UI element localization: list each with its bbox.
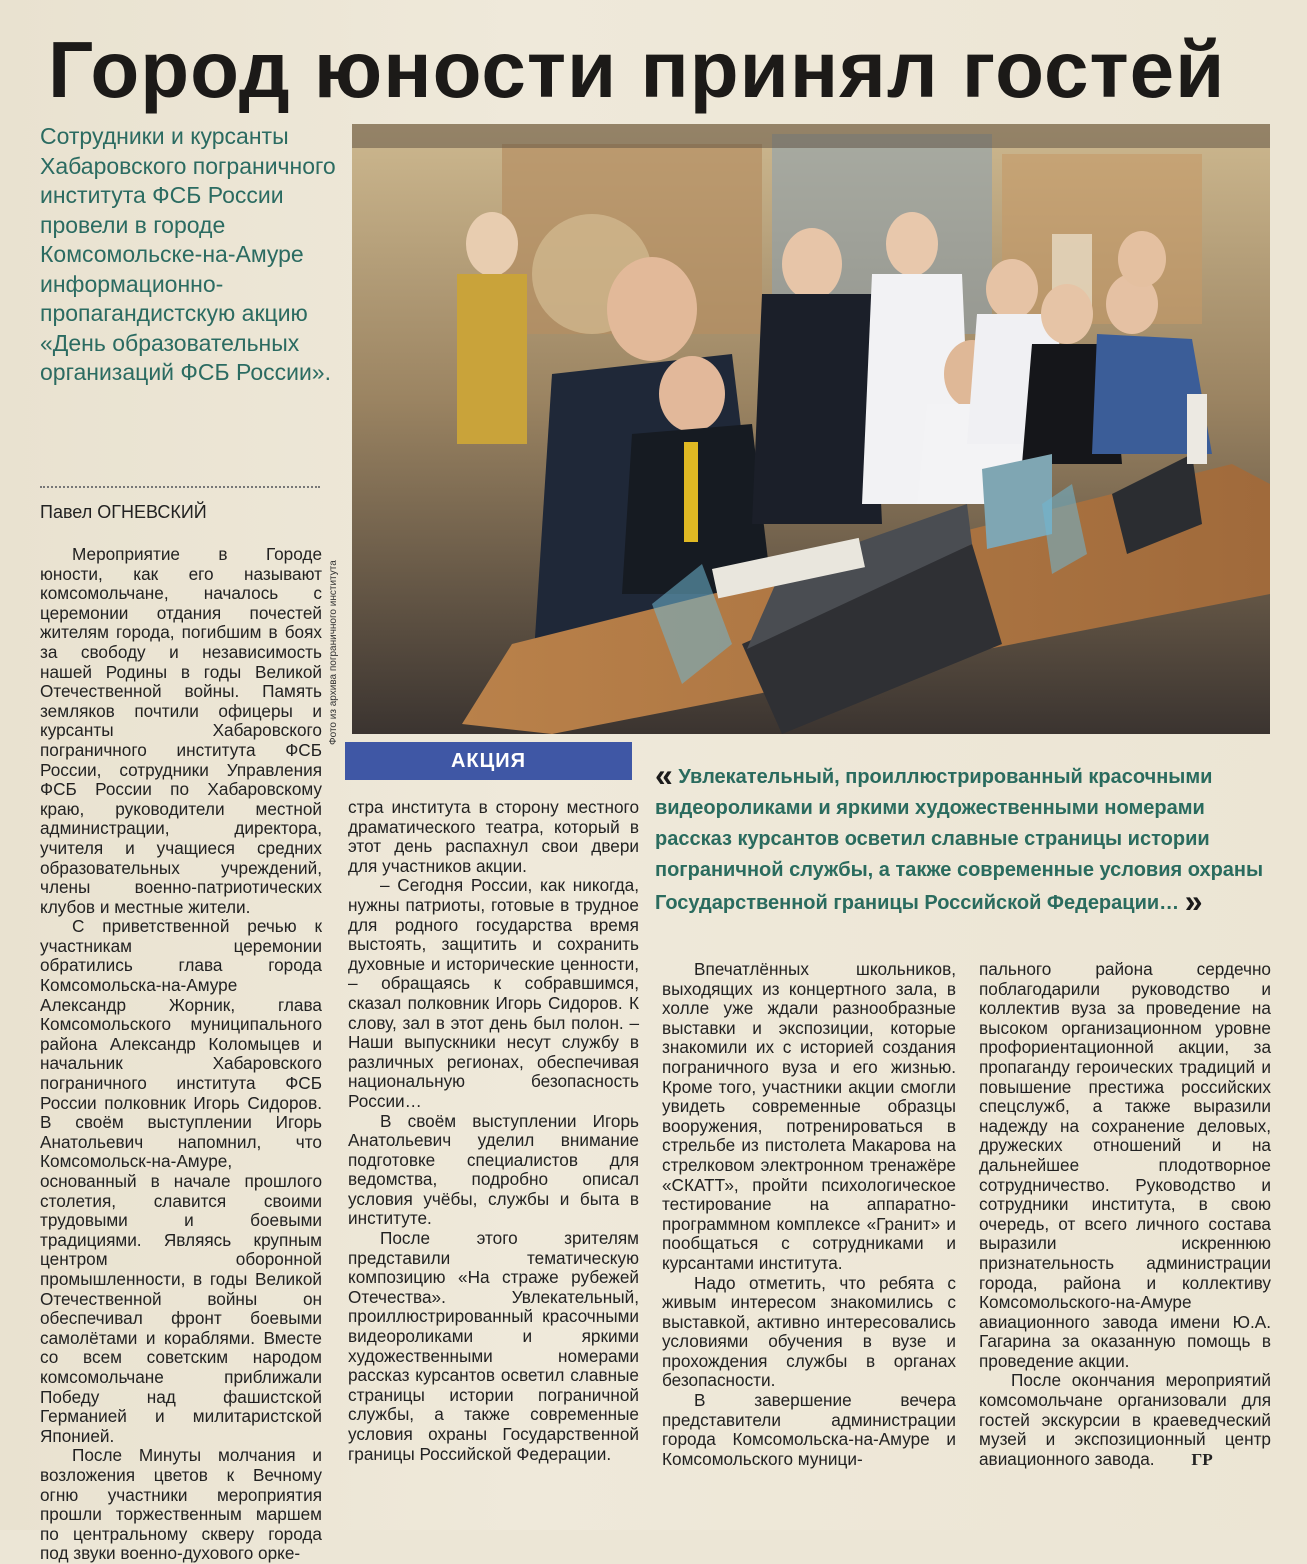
- article-column-4: [979, 960, 1271, 1469]
- pull-quote-text: Увлекательный, проиллюстрированный красочными видеороликами и яркими художественными номерами рассказ курсантов осветил славные страницы истории пограничной службы, а также современные условия охраны Государственной границы Российской Федерации…: [655, 766, 1264, 914]
- paragraph: В завершение вечера представители администрации города Комсомольска-на-Амуре и Комсомольского муници-: [662, 1390, 956, 1469]
- article-column-2: [348, 798, 639, 1464]
- pull-quote: [655, 757, 1273, 919]
- byline-divider: [40, 486, 320, 488]
- rubric-label: АКЦИЯ: [345, 742, 632, 780]
- lead-paragraph: Сотрудники и курсанты Хабаровского пограничного института ФСБ России провели в городе Комсомольске-на-Амуре информационно-пропагандистскую акцию «День образовательных организаций ФСБ России».: [40, 123, 336, 385]
- byline: Павел ОГНЕВСКИЙ: [40, 502, 207, 522]
- photo-illustration: [352, 124, 1270, 734]
- paragraph: пального района сердечно поблагодарили руководство и коллектив вуза за проведение на высоком организационном уровне профориентационной акции, за пропаганду героических традиций и повышение престижа российских спецслужб, а также выразили надежду на сохранение деловых, дружеских отношений и на дальнейшее плодотворное сотрудничество. Руководство и сотрудники института, в свою очередь, от всего личного состава выразили искреннюю признательность администрации города, района и коллективу Комсомольского-на-Амуре авиационного завода имени Ю.А. Гагарина за оказанную помощь в проведение акции.: [979, 959, 1271, 1371]
- paragraph: Впечатлённых школьников, выходящих из концертного зала, в холле уже ждали разнообразные выставки и экспозиции, которые знакомили их с историей создания пограничного вуза и его жизнью. Кроме того, участники акции смогли увидеть современные образцы вооружения, потренироваться в стрельбе из пистолета Макарова на стрелковом электронном тренажёре «СКАТТ», пройти психологическое тестирование на аппаратно-программном комплексе «Гранит» и пообщаться с сотрудниками и курсантами института.: [662, 959, 956, 1273]
- paragraph: После Минуты молчания и возложения цветов к Вечному огню участники мероприятия прошли торжественным маршем по центральному скверу города под звуки военно-духового орке-: [40, 1445, 322, 1564]
- paragraph: После этого зрителям представили тематическую композицию «На страже рубежей Отечества». Увлекательный, проиллюстрированный красочными видеороликами и яркими художественными номерами рассказ курсантов осветил славные страницы истории пограничной службы, а также современные условия охраны Государственной границы Российской Федерации.: [348, 1228, 639, 1464]
- article-photo: [352, 124, 1270, 734]
- close-quote-icon: »: [1184, 883, 1203, 919]
- paragraph: Надо отметить, что ребята с живым интересом знакомились с выставкой, активно интересовались условиями обучения в вузе и прохождения службы в органах безопасности.: [662, 1272, 956, 1391]
- paragraph: – Сегодня России, как никогда, нужны патриоты, готовые в трудное для родного государства время выстоять, защитить и сохранить духовные и исторические ценности, – обращаясь к собравшимся, сказал полковник Игорь Сидоров. К слову, зал в этот день был полон. – Наши выпускники несут службу в различных регионах, обеспечивая национальную безопасность России…: [348, 875, 639, 1111]
- paragraph: стра института в сторону местного драматического театра, который в этот день распахнул свои двери для участников акции.: [348, 797, 639, 876]
- end-mark-logo: ГР: [1191, 1449, 1213, 1469]
- paragraph: В своём выступлении Игорь Анатольевич уделил внимание подготовке специалистов для ведомства, подробно описал условия учёбы, службы и быта в институте.: [348, 1110, 639, 1229]
- headline: Город юности принял гостей: [48, 25, 1226, 114]
- paragraph: С приветственной речью к участникам церемонии обратились глава города Комсомольска-на-Амуре Александр Жорник, глава Комсомольского муниципального района Александр Коломыцев и начальник Хабаровского пограничного института ФСБ России полковник Игорь Сидоров. В своём выступлении Игорь Анатольевич напомнил, что Комсомольск-на-Амуре, основанный в начале прошлого столетия, славится своими трудовыми и боевыми традициями. Являясь крупным центром оборонной промышленности, в годы Великой Отечественной войны он обеспечивал фронт боевыми самолётами и кораблями. Вместе со всем советским народом комсомольчане приближали Победу над фашистской Германией и милитаристской Японией.: [40, 916, 322, 1446]
- paragraph: [979, 1371, 1271, 1469]
- article-column-3: [662, 960, 956, 1469]
- open-quote-icon: «: [655, 757, 673, 793]
- photo-credit: Фото из архива пограничного института: [328, 560, 339, 745]
- article-column-1: [40, 545, 322, 1564]
- final-paragraph-text: После окончания мероприятий комсомольчане организовали для гостей экскурсии в краеведческий музей и экспозиционный центр авиационного завода.: [979, 1370, 1271, 1469]
- paragraph: Мероприятие в Городе юности, как его называют комсомольчане, началось с церемонии отдания почестей жителям города, погибшим в боях за свободу и независимость нашей Родины в годы Великой Отечественной войны. Память земляков почтили офицеры и курсанты Хабаровского пограничного института ФСБ России, сотрудники Управления ФСБ России по Хабаровскому краю, руководители местной администрации, директора, учителя и учащиеся средних образовательных учреждений, члены военно-патриотических клубов и местные жители.: [40, 544, 322, 917]
